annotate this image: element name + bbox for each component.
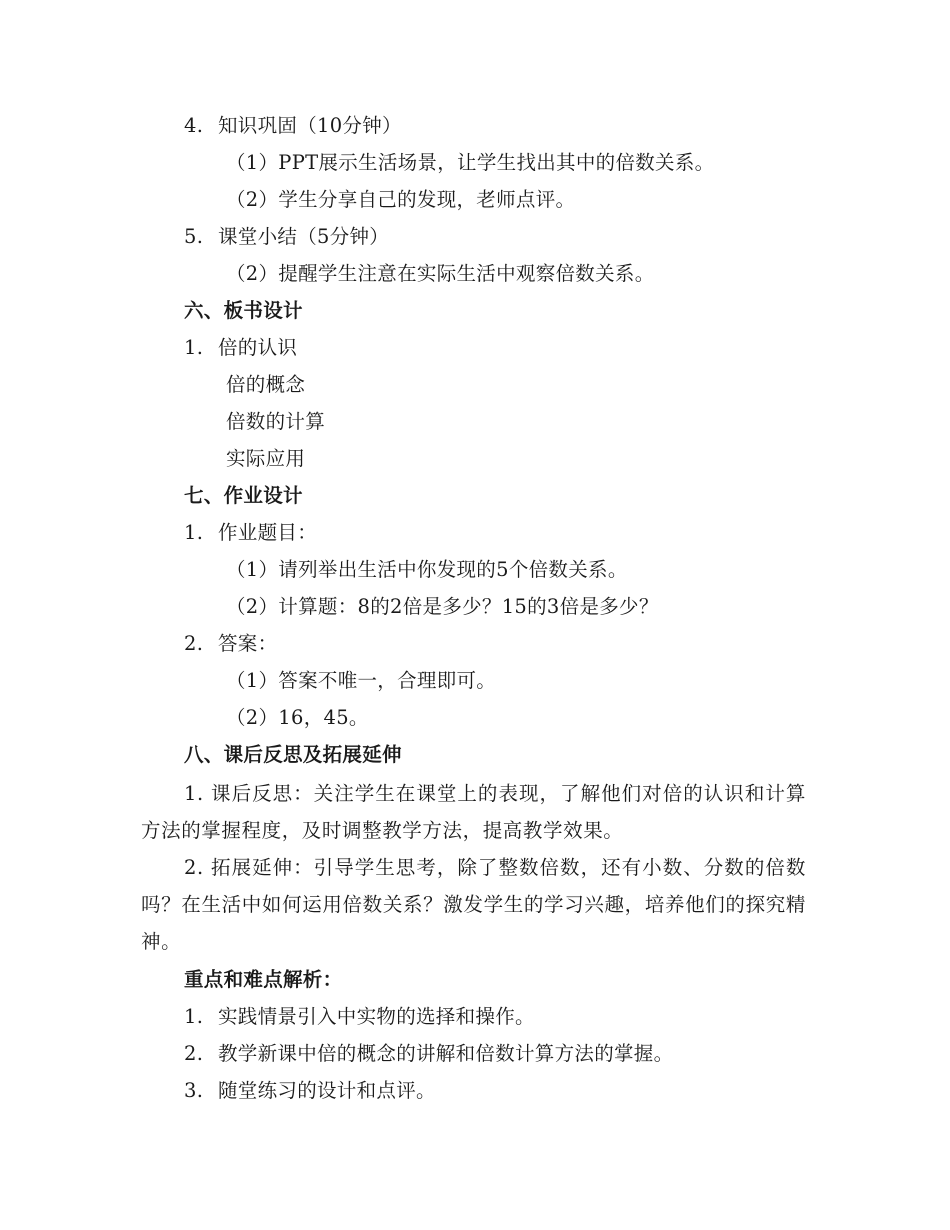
section4-item-1: （1）PPT展示生活场景，让学生找出其中的倍数关系。 — [226, 151, 715, 174]
homework-questions-title-line — [184, 519, 317, 547]
keypoints-item-3-number: 3. — [184, 1079, 204, 1102]
keypoints-item-1-number: 1. — [184, 1005, 204, 1028]
homework-heading: 七、作业设计 — [184, 484, 303, 507]
keypoints-heading: 重点和难点解析： — [184, 968, 343, 991]
section5-title-line — [184, 223, 389, 251]
homework-answers-number: 2. — [184, 632, 204, 655]
homework-questions-title: 作业题目： — [218, 521, 318, 544]
homework-answers-title-line — [184, 630, 277, 658]
section4-title: 知识巩固（10分钟） — [218, 114, 402, 137]
keypoints-item-2-text: 教学新课中倍的概念的讲解和倍数计算方法的掌握。 — [218, 1042, 674, 1065]
section5-item-1: （2）提醒学生注意在实际生活中观察倍数关系。 — [226, 262, 655, 285]
section5-number: 5. — [184, 225, 204, 248]
homework-answer-1: （1）答案不唯一，合理即可。 — [226, 669, 497, 692]
keypoints-item-1 — [184, 1003, 535, 1031]
section4-item-2: （2）学生分享自己的发现，老师点评。 — [226, 188, 576, 211]
section4-number: 4. — [184, 114, 204, 137]
board-item-3: 实际应用 — [226, 447, 306, 470]
board-item-2: 倍数的计算 — [226, 410, 326, 433]
homework-answers-title: 答案： — [218, 632, 278, 655]
board-number: 1. — [184, 336, 204, 359]
board-item-1: 倍的概念 — [226, 373, 306, 396]
section4-title-line — [184, 112, 402, 140]
section5-title: 课堂小结（5分钟） — [218, 225, 390, 248]
homework-question-1: （1）请列举出生活中你发现的5个倍数关系。 — [226, 558, 628, 581]
keypoints-item-1-text: 实践情景引入中实物的选择和操作。 — [218, 1005, 535, 1028]
keypoints-item-2 — [184, 1040, 673, 1068]
homework-questions-number: 1. — [184, 521, 204, 544]
board-title-line — [184, 334, 297, 362]
board-title: 倍的认识 — [218, 336, 298, 359]
reflection-paragraph-2: 2. 拓展延伸：引导学生思考，除了整数倍数，还有小数、分数的倍数吗？在生活中如何运用倍数关系？激发学生的学习兴趣，培养他们的探究精神。 — [141, 856, 806, 953]
reflection-paragraph-1: 1. 课后反思：关注学生在课堂上的表现，了解他们对倍的认识和计算方法的掌握程度，及时调整教学方法，提高教学效果。 — [141, 782, 806, 842]
keypoints-item-2-number: 2. — [184, 1042, 204, 1065]
board-heading: 六、板书设计 — [184, 299, 303, 322]
reflection-heading: 八、课后反思及拓展延伸 — [184, 743, 402, 766]
keypoints-item-3 — [184, 1077, 436, 1105]
keypoints-item-3-text: 随堂练习的设计和点评。 — [218, 1079, 436, 1102]
homework-answer-2: （2）16，45。 — [226, 706, 369, 729]
homework-question-2: （2）计算题：8的2倍是多少？15的3倍是多少？ — [226, 595, 659, 618]
